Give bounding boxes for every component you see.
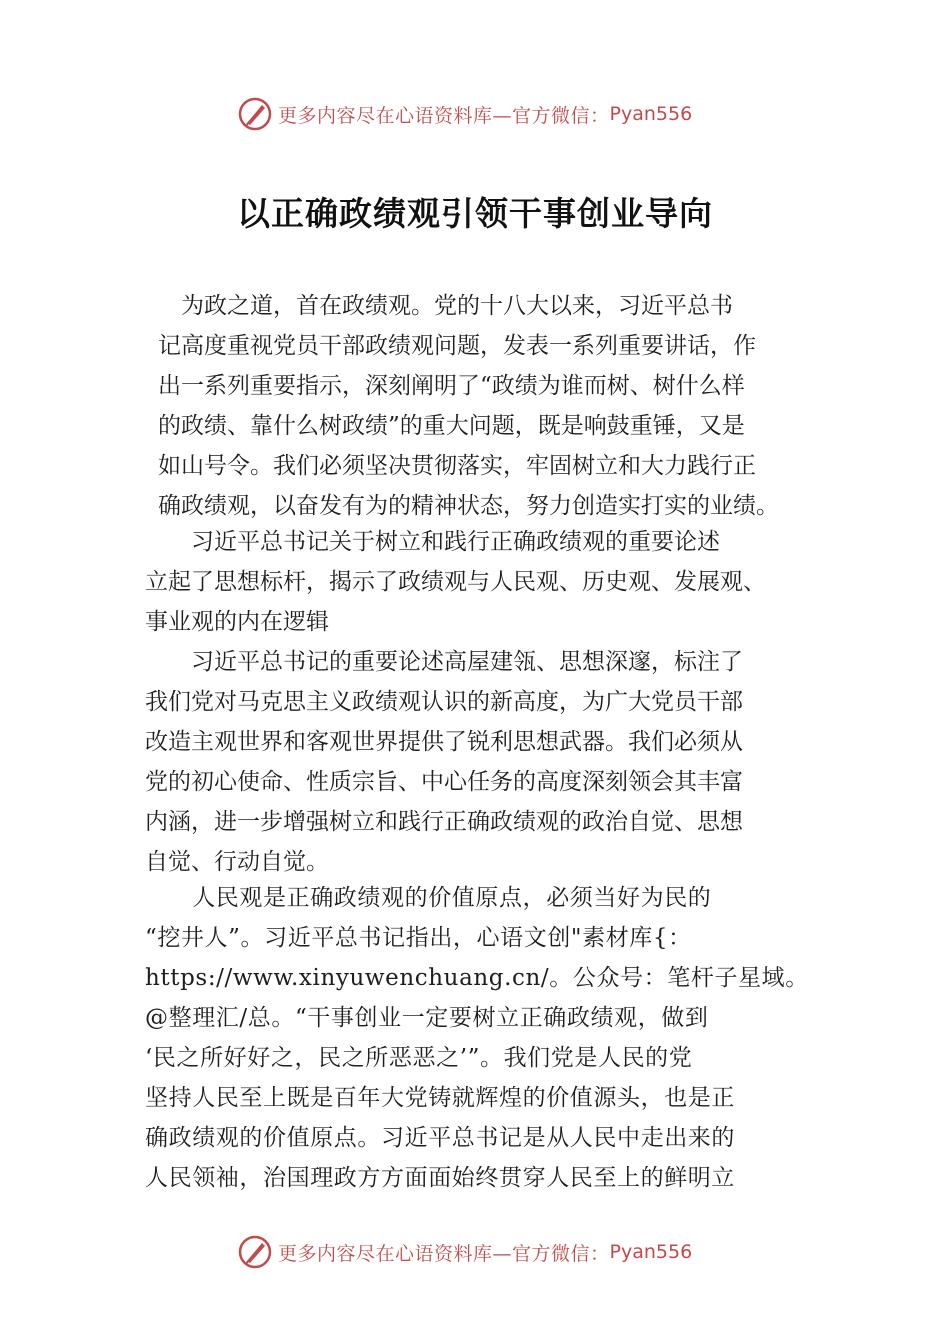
text-line: 为政之道，首在政绩观。党的十八大以来，习近平总书 [158,293,733,319]
text-line: 立起了思想标杆，揭示了政绩观与人民观、历史观、发展观、 [145,569,766,595]
page-title: 以正确政绩观引领干事创业导向 [237,194,713,233]
paragraph-2 [145,522,766,642]
quill-logo-icon [238,1235,272,1269]
text-line: 确政绩观，以奋发有为的精神状态，努力创造实打实的业绩。 [158,493,779,519]
banner-text: 更多内容尽在心语资料库—官方微信： [278,104,610,127]
text-line: 坚持人民至上既是百年大党铸就辉煌的价值源头，也是正 [145,1085,735,1111]
text-line: 自觉、行动自觉。 [145,849,329,875]
text-line: 人民领袖，治国理政方方面面始终贯穿人民至上的鲜明立 [145,1165,735,1191]
text-line: @整理汇/总。“干事创业一定要树立正确政绩观，做到 [145,1005,709,1031]
paragraph-4 [145,878,809,1198]
text-line: 我们党对马克思主义政绩观认识的新高度，为广大党员干部 [145,689,743,715]
text-line: 如山号令。我们必须坚决贯彻落实，牢固树立和大力践行正 [158,453,756,479]
banner-text: 更多内容尽在心语资料库—官方微信： [278,1242,610,1265]
text-line: 改造主观世界和客观世界提供了锐利思想武器。我们必须从 [145,729,743,755]
text-line: https://www.xinyuwenchuang.cn/。公众号：笔杆子星域。 [145,965,809,991]
text-line: 党的初心使命、性质宗旨、中心任务的高度深刻领会其丰富 [145,769,743,795]
text-line: “挖井人”。习近平总书记指出，心语文创"素材库{： [145,925,692,951]
text-line: 内涵，进一步增强树立和践行正确政绩观的政治自觉、思想 [145,809,743,835]
text-line: 的政绩、靠什么树政绩”的重大问题，既是响鼓重锤，又是 [158,413,745,439]
wechat-id: Pyan556 [609,103,693,125]
text-line: 出一系列重要指示，深刻阐明了“政绩为谁而树、树什么样 [158,373,745,399]
text-line: 习近平总书记关于树立和践行正确政绩观的重要论述 [145,529,720,555]
footer-banner [238,1232,692,1272]
paragraph-3 [145,642,743,882]
text-line: 人民观是正确政绩观的价值原点，必须当好为民的 [145,885,712,911]
paragraph-1 [158,286,779,526]
wechat-id: Pyan556 [609,1241,693,1263]
text-line: ‘民之所好好之，民之所恶恶之’”。我们党是人民的党 [145,1045,693,1071]
text-line: 记高度重视党员干部政绩观问题，发表一系列重要讲话，作 [158,333,756,359]
quill-logo-icon [238,97,272,131]
text-line: 习近平总书记的重要论述高屋建瓴、思想深邃，标注了 [145,649,743,675]
text-line: 事业观的内在逻辑 [145,609,329,635]
text-line: 确政绩观的价值原点。习近平总书记是从人民中走出来的 [145,1125,735,1151]
header-banner [238,94,692,134]
